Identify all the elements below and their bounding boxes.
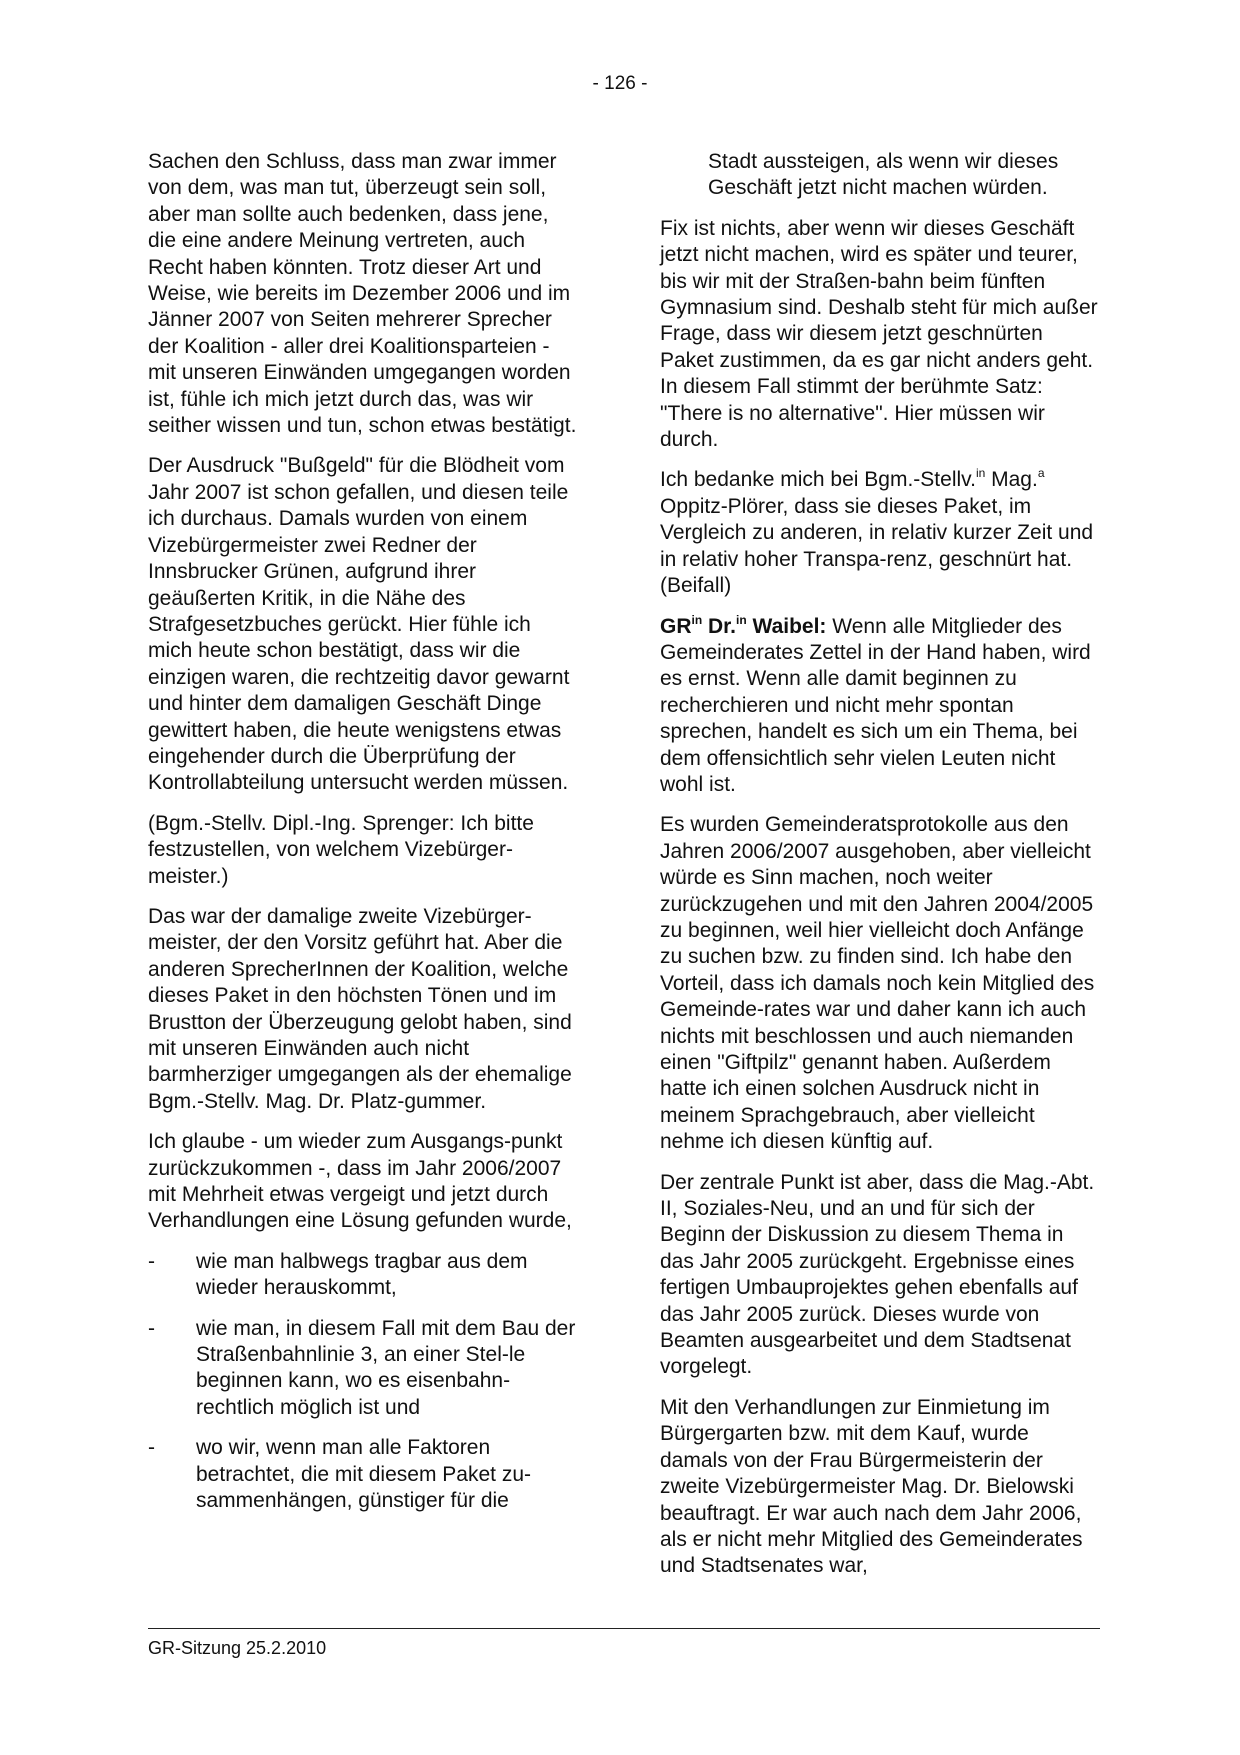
list-dash-icon: - (148, 1436, 155, 1460)
list-dash-icon: - (148, 1249, 155, 1273)
paragraph: Es wurden Gemeinderatsprotokolle aus den Jahren 2006/2007 ausgehoben, aber vielleicht würde es Sinn machen, noch weiter zurückzugehen und mit den Jahren 2004/2005 zu beginnen, weil hier vielleicht doch Anfänge zu suchen bzw. zu finden sind. Ich habe den Vorteil, dass ich damals noch kein Mitglied des Gemeinde-rates war und daher kann ich auch nichts mit beschlossen und auch niemanden einen "Giftpilz" genannt haben. Außerdem hatte ich einen solchen Ausdruck nicht in meinem Sprachgebrauch, aber vielleicht nehme ich diesen künftig auf. (660, 813, 1095, 1154)
text-segment: Oppitz-Plörer, dass sie dieses Paket, im Vergleich zu anderen, in relativ kurzer Zeit und in relativ hoher Transpa-renz, geschnürt hat. (Beifall) (660, 494, 1094, 598)
superscript: a (1037, 466, 1045, 481)
paragraph: Mit den Verhandlungen zur Einmietung im Bürgergarten bzw. mit dem Kauf, wurde damals von der Frau Bürgermeisterin der zweite Vizebürgermeister Mag. Dr. Bielowski beauftragt. Er war auch nach dem Jahr 2006, als er nicht mehr Mitglied des Gemeinderates und Stadtsenates war, (660, 1395, 1083, 1578)
list-item-text: wie man, in diesem Fall mit dem Bau der Straßenbahnlinie 3, an einer Stel-le beginnen kann, wo es eisenbahn-rechtlich möglich ist und (196, 1316, 576, 1419)
list-item (148, 1316, 580, 1422)
footer-divider (148, 1628, 1100, 1629)
right-column (660, 149, 1100, 1594)
text-segment: Ich bedanke mich bei Bgm.-Stellv. (660, 468, 976, 492)
speaker-title: Dr. (702, 614, 737, 638)
list-continuation: Stadt aussteigen, als wenn wir dieses Geschäft jetzt nicht machen würden. (708, 150, 1059, 200)
list-item (148, 1249, 580, 1302)
paragraph: Das war der damalige zweite Vizebürger-meister, der den Vorsitz geführt hat. Aber die anderen SprecherInnen der Koalition, welche dieses Paket in den höchsten Tönen und im Brustton der Überzeugung gelobt haben, sind mit unseren Einwänden auch nicht barmherziger umgegangen als der ehemalige Bgm.-Stellv. Mag. Dr. Platz-gummer. (148, 904, 572, 1113)
superscript: in (736, 612, 747, 627)
paragraph: Der zentrale Punkt ist aber, dass die Mag.-Abt. II, Soziales-Neu, und an und für sich der Beginn der Diskussion zu diesem Thema in das Jahr 2005 zurückgeht. Ergebnisse eines fertigen Umbauprojektes gehen ebenfalls auf das Jahr 2005 zurück. Dieses wurde von Beamten ausgearbeitet und dem Stadtsenat vorgelegt. (660, 1170, 1095, 1379)
left-column (148, 149, 580, 1529)
paragraph: Sachen den Schluss, dass man zwar immer von dem, was man tut, überzeugt sein soll, aber man sollte auch bedenken, dass jene, die eine andere Meinung vertreten, auch Recht haben könnten. Trotz dieser Art und Weise, wie bereits im Dezember 2006 und im Jänner 2007 von Seiten mehrerer Sprecher der Koalition - aller drei Koalitionsparteien - mit unseren Einwänden umgegangen worden ist, fühle ich mich jetzt durch das, was wir seither wissen und tun, schon etwas bestätigt. (148, 150, 577, 438)
superscript: in (975, 466, 986, 481)
speaker-title: GR (660, 614, 692, 638)
speech-text: Wenn alle Mitglieder des Gemeinderates Zettel in der Hand haben, wird es ernst. Wenn alle damit beginnen zu recherchieren und nicht mehr spontan sprechen, handelt es sich um ein Thema, bei dem offensichtlich sehr vielen Leuten nicht wohl ist. (660, 614, 1091, 796)
paragraph (660, 467, 1100, 599)
text-segment: Mag. (985, 468, 1038, 492)
list-item (148, 1435, 580, 1514)
footer-session-date: GR-Sitzung 25.2.2010 (148, 1638, 327, 1658)
list-dash-icon: - (148, 1316, 155, 1340)
speaker-paragraph (660, 614, 1100, 799)
speaker-name (660, 612, 827, 638)
paragraph: Der Ausdruck "Bußgeld" für die Blödheit vom Jahr 2007 ist schon gefallen, und diesen teile ich durchaus. Damals wurden von einem Vizebürgermeister zwei Redner der Innsbrucker Grünen, aufgrund ihrer geäußerten Kritik, in die Nähe des Strafgesetzbuches gerückt. Hier fühle ich mich heute schon bestätigt, dass wir die einzigen waren, die rechtzeitig davor gewarnt und hinter dem damaligen Geschäft Dinge gewittert haben, die heute wenigstens etwas eingehender durch die Überprüfung der Kontrollabteilung untersucht werden müssen. (148, 454, 570, 795)
dash-list (148, 1249, 580, 1515)
superscript: in (691, 612, 703, 627)
page-number: - 126 - (592, 73, 648, 94)
interjection: (Bgm.-Stellv. Dipl.-Ing. Sprenger: Ich bitte festzustellen, von welchem Vizebürger-meister.) (148, 811, 534, 888)
list-item-text: wie man halbwegs tragbar aus dem wieder herauskommt, (196, 1249, 528, 1300)
speaker-surname: Waibel: (746, 614, 827, 638)
paragraph: Ich glaube - um wieder zum Ausgangs-punkt zurückzukommen -, dass im Jahr 2006/2007 mit Mehrheit etwas vergeigt und jetzt durch Verhandlungen eine Lösung gefunden wurde, (148, 1130, 572, 1233)
paragraph: Fix ist nichts, aber wenn wir dieses Geschäft jetzt nicht machen, wird es später und teurer, bis wir mit der Straßen-bahn beim fünften Gymnasium sind. Deshalb steht für mich außer Frage, dass wir diesem jetzt geschnürten Paket zustimmen, da es gar nicht anders geht. In diesem Fall stimmt der berühmte Satz: "There is no alternative". Hier müssen wir durch. (660, 216, 1098, 452)
list-item-text: wo wir, wenn man alle Faktoren betrachtet, die mit diesem Paket zu-sammenhängen, günstiger für die (196, 1436, 531, 1513)
